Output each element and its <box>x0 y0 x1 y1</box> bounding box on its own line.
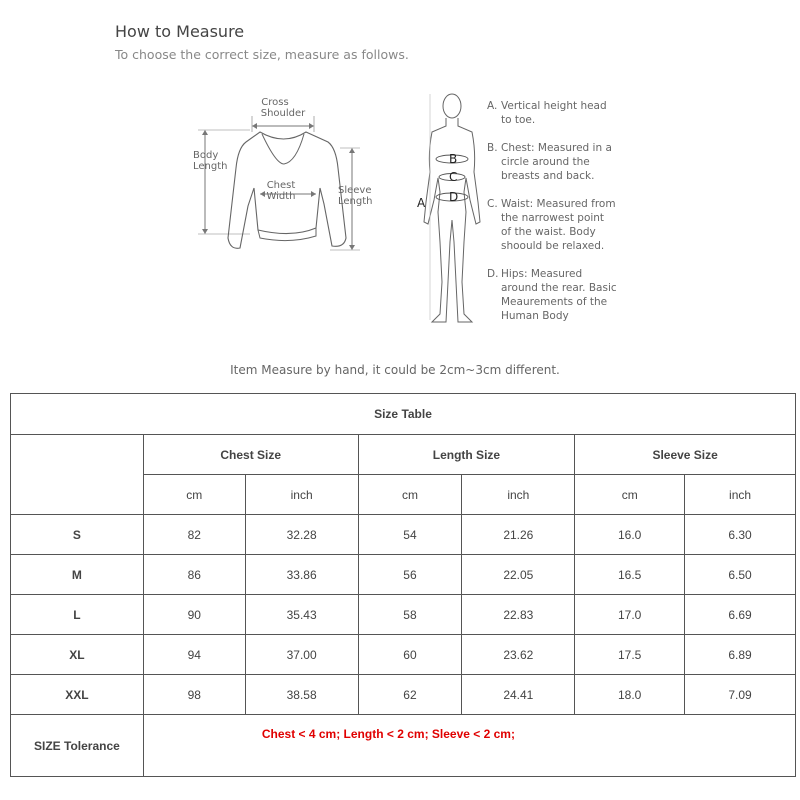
note-chest <box>487 141 617 183</box>
table-cell: 86 <box>143 555 245 595</box>
table-cell: 60 <box>358 635 462 675</box>
table-corner-cell <box>11 435 144 515</box>
table-cell: 17.5 <box>575 635 685 675</box>
table-cell: 98 <box>143 675 245 715</box>
body-length-label-2: Length <box>193 161 228 172</box>
note-text: Waist: Measured from the narrowest point of the waist. Body shoould be relaxed. <box>501 198 616 252</box>
note-hips <box>487 267 617 323</box>
table-group-row <box>11 435 796 475</box>
table-cell: 33.86 <box>245 555 358 595</box>
size-label: M <box>11 555 144 595</box>
size-label: S <box>11 515 144 555</box>
table-cell: 38.58 <box>245 675 358 715</box>
table-cell: 6.50 <box>685 555 796 595</box>
table-cell: 58 <box>358 595 462 635</box>
note-text: Hips: Measured around the rear. Basic Meaurements of the Human Body <box>501 268 617 322</box>
group-sleeve: Sleeve Size <box>575 435 796 475</box>
table-cell: 94 <box>143 635 245 675</box>
table-cell: 18.0 <box>575 675 685 715</box>
size-label: XL <box>11 635 144 675</box>
table-cell: 90 <box>143 595 245 635</box>
table-cell: 37.00 <box>245 635 358 675</box>
body-letter-b: B <box>449 152 458 166</box>
cross-label-1: Cross <box>261 97 289 108</box>
table-row <box>11 555 796 595</box>
table-cell: 32.28 <box>245 515 358 555</box>
cross-label-2: Shoulder <box>260 108 306 119</box>
unit-cell: cm <box>358 475 462 515</box>
note-height <box>487 99 617 127</box>
body-letter-a: A <box>417 196 426 210</box>
table-cell: 16.5 <box>575 555 685 595</box>
sleeve-label-1: Sleeve <box>338 185 372 196</box>
table-row <box>11 595 796 635</box>
unit-cell: cm <box>143 475 245 515</box>
measure-caption: Item Measure by hand, it could be 2cm~3cm different. <box>230 363 560 377</box>
body-measure-illustration <box>412 92 492 332</box>
size-label: L <box>11 595 144 635</box>
table-row <box>11 635 796 675</box>
body-letter-d: D <box>449 190 459 204</box>
size-label: XXL <box>11 675 144 715</box>
table-cell: 62 <box>358 675 462 715</box>
note-key: D. <box>487 268 499 280</box>
table-cell: 6.69 <box>685 595 796 635</box>
table-title: Size Table <box>11 394 796 435</box>
table-title-row <box>11 394 796 435</box>
table-cell: 54 <box>358 515 462 555</box>
table-cell: 56 <box>358 555 462 595</box>
table-cell: 35.43 <box>245 595 358 635</box>
unit-cell: inch <box>685 475 796 515</box>
page-title: How to Measure <box>115 22 245 41</box>
table-cell: 6.89 <box>685 635 796 675</box>
sleeve-label-2: Length <box>338 196 373 207</box>
note-key: B. <box>487 142 498 154</box>
note-text: Chest: Measured in a circle around the breasts and back. <box>501 142 612 182</box>
table-cell: 22.05 <box>462 555 575 595</box>
measure-notes <box>487 99 617 337</box>
table-cell: 16.0 <box>575 515 685 555</box>
table-cell: 6.30 <box>685 515 796 555</box>
unit-cell: inch <box>245 475 358 515</box>
group-length: Length Size <box>358 435 575 475</box>
table-cell: 82 <box>143 515 245 555</box>
note-key: A. <box>487 100 498 112</box>
garment-measure-illustration <box>180 88 380 258</box>
tolerance-row <box>11 715 796 777</box>
chest-label-2: Width <box>266 191 296 202</box>
table-cell: 22.83 <box>462 595 575 635</box>
chest-label-1: Chest <box>266 180 296 191</box>
table-cell: 21.26 <box>462 515 575 555</box>
table-cell: 17.0 <box>575 595 685 635</box>
table-cell: 7.09 <box>685 675 796 715</box>
body-letter-c: C <box>449 170 458 184</box>
table-row <box>11 515 796 555</box>
page-subtitle: To choose the correct size, measure as follows. <box>115 47 409 62</box>
unit-cell: cm <box>575 475 685 515</box>
size-table <box>10 393 796 777</box>
tolerance-label: SIZE Tolerance <box>11 715 144 777</box>
garment-measure-figure <box>180 88 380 258</box>
note-waist <box>487 197 617 253</box>
tolerance-value: Chest < 4 cm; Length < 2 cm; Sleeve < 2 cm; <box>143 715 795 777</box>
table-cell: 23.62 <box>462 635 575 675</box>
unit-cell: inch <box>462 475 575 515</box>
body-measure-figure <box>412 92 492 332</box>
note-key: C. <box>487 198 498 210</box>
note-text: Vertical height head to toe. <box>501 100 607 126</box>
table-row <box>11 675 796 715</box>
group-chest: Chest Size <box>143 435 358 475</box>
body-length-label-1: Body <box>193 150 219 161</box>
table-cell: 24.41 <box>462 675 575 715</box>
